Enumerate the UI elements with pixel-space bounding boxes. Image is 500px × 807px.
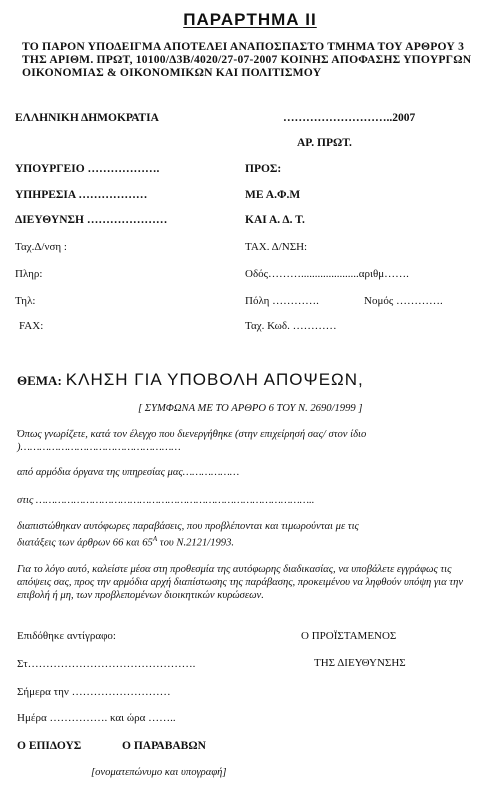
body-paragraph-2: Για το λόγο αυτό, καλείστε μέσα στη προθεσμία της αυτόφωρης διαδικασίας, να υποβάλετε εγγράφως τις απόψεις σας, προς την αρμόδια αρχή διαπίστωσης της παράβασης, προκειμένου να ληφθούν υπόψη για την επιβολή ή μη, των προβλεπομένων διοικητικών κυρώσεων. xyxy=(17,564,464,601)
phone-label: Τηλ: xyxy=(15,295,36,307)
postcode-field: Ταχ. Κωδ. ………… xyxy=(245,320,337,332)
street-field: Οδός……….....................αριθμ……. xyxy=(245,268,409,280)
to-label: ΠΡΟΣ: xyxy=(245,163,282,175)
subject-line xyxy=(17,370,364,390)
head-of-directorate: Ο ΠΡΟΪΣΤΑΜΕΝΟΣ xyxy=(301,630,397,642)
prefecture-field: Νομός …………. xyxy=(364,295,443,307)
of-directorate: ΤΗΣ ΔΙΕΥΘΥΝΣΗΣ xyxy=(314,657,406,669)
article-superscript: Α xyxy=(152,535,158,543)
intro-text: ΤΟ ΠΑΡΟΝ ΥΠΟΔΕΙΓΜΑ ΑΠΟΤΕΛΕΙ ΑΝΑΠΟΣΠΑΣΤΟ ΤΜΗΜΑ ΤΟΥ ΑΡΘΡΟΥ 3 ΤΗΣ ΑΡΙΘΜ. ΠΡΩΤ, 10100/Δ3Β/4020/27-07-2007 ΚΟΙΝΗΣ ΑΠΟΦΑΣΗΣ ΥΠΟΥΡΓΩΝ ΟΙΚΟΝΟΜΙΑΣ & ΟΙΚΟΝΟΜΙΚΩΝ ΚΑΙ ΠΟΛΙΤΙΣΜΟΥ xyxy=(22,40,472,79)
body-line-5 xyxy=(17,535,234,549)
date-line: ………………………..2007 xyxy=(283,112,416,124)
st-field: Στ………………………………………. xyxy=(17,658,196,670)
body-line-2: από αρμόδια όργανα της υπηρεσίας μας……………… xyxy=(17,467,240,478)
postal-address-label: Ταχ.Δ/νση : xyxy=(15,241,67,253)
body-line-3: στις …………………………………………………………………………….. xyxy=(17,495,315,506)
recipient-address-label: ΤΑΧ. Δ/ΝΣΗ: xyxy=(245,241,308,253)
signature-note: [ονοματεπώνυμο και υπογραφή] xyxy=(91,767,227,778)
afm-label: ΜΕ Α.Φ.Μ xyxy=(245,189,301,201)
offender-label: Ο ΠΑΡΑΒΑΒΩΝ xyxy=(122,740,206,752)
subject-label: ΘΕΜΑ: xyxy=(17,373,62,388)
subject-reference: [ ΣΥΜΦΩΝΑ ΜΕ ΤΟ ΑΡΘΡΟ 6 ΤΟΥ Ν. 2690/1999 ] xyxy=(138,403,363,414)
info-label: Πληρ: xyxy=(15,268,43,280)
subject-title: ΚΛΗΣΗ ΓΙΑ ΥΠΟΒΟΛΗ ΑΠΟΨΕΩΝ, xyxy=(65,370,364,389)
protocol-number: ΑΡ. ΠΡΩΤ. xyxy=(297,137,352,149)
fax-label: FAX: xyxy=(19,320,44,332)
body-line-4: διαπιστώθηκαν αυτόφωρες παραβάσεις, που προβλέπονται και τιμωρούνται με τις xyxy=(17,521,359,532)
annex-title: ΠΑΡΑΡΤΗΜΑ ΙΙ xyxy=(183,10,317,29)
adt-label: ΚΑΙ Α. Δ. Τ. xyxy=(245,214,305,226)
deliverer-label: Ο ΕΠΙΔΟΥΣ xyxy=(17,740,82,752)
directorate-field: ΔΙΕΥΘΥΝΣΗ ………………… xyxy=(15,214,168,226)
body-line-5-law: του Ν.2121/1993. xyxy=(157,537,235,549)
today-field: Σήμερα την ……………………… xyxy=(17,686,171,698)
city-field: Πόλη …………. xyxy=(245,295,319,307)
service-field: ΥΠΗΡΕΣΙΑ ……………… xyxy=(15,189,148,201)
copy-delivered-label: Επιδόθηκε αντίγραφο: xyxy=(17,630,116,642)
day-time-field: Ημέρα ……………. και ώρα …….. xyxy=(17,712,176,724)
republic-label: ΕΛΛΗΝΙΚΗ ΔΗΜΟΚΡΑΤΙΑ xyxy=(15,112,159,124)
ministry-field: ΥΠΟΥΡΓΕΙΟ ………………. xyxy=(15,163,160,175)
body-line-5-text: διατάξεις των άρθρων 66 και 65 xyxy=(17,537,153,549)
body-line-1: Όπως γνωρίζετε, κατά τον έλεγχο που διενεργήθηκε (στην επιχείρησή σας/ στον ίδιο )…………………………………………… xyxy=(17,429,367,453)
